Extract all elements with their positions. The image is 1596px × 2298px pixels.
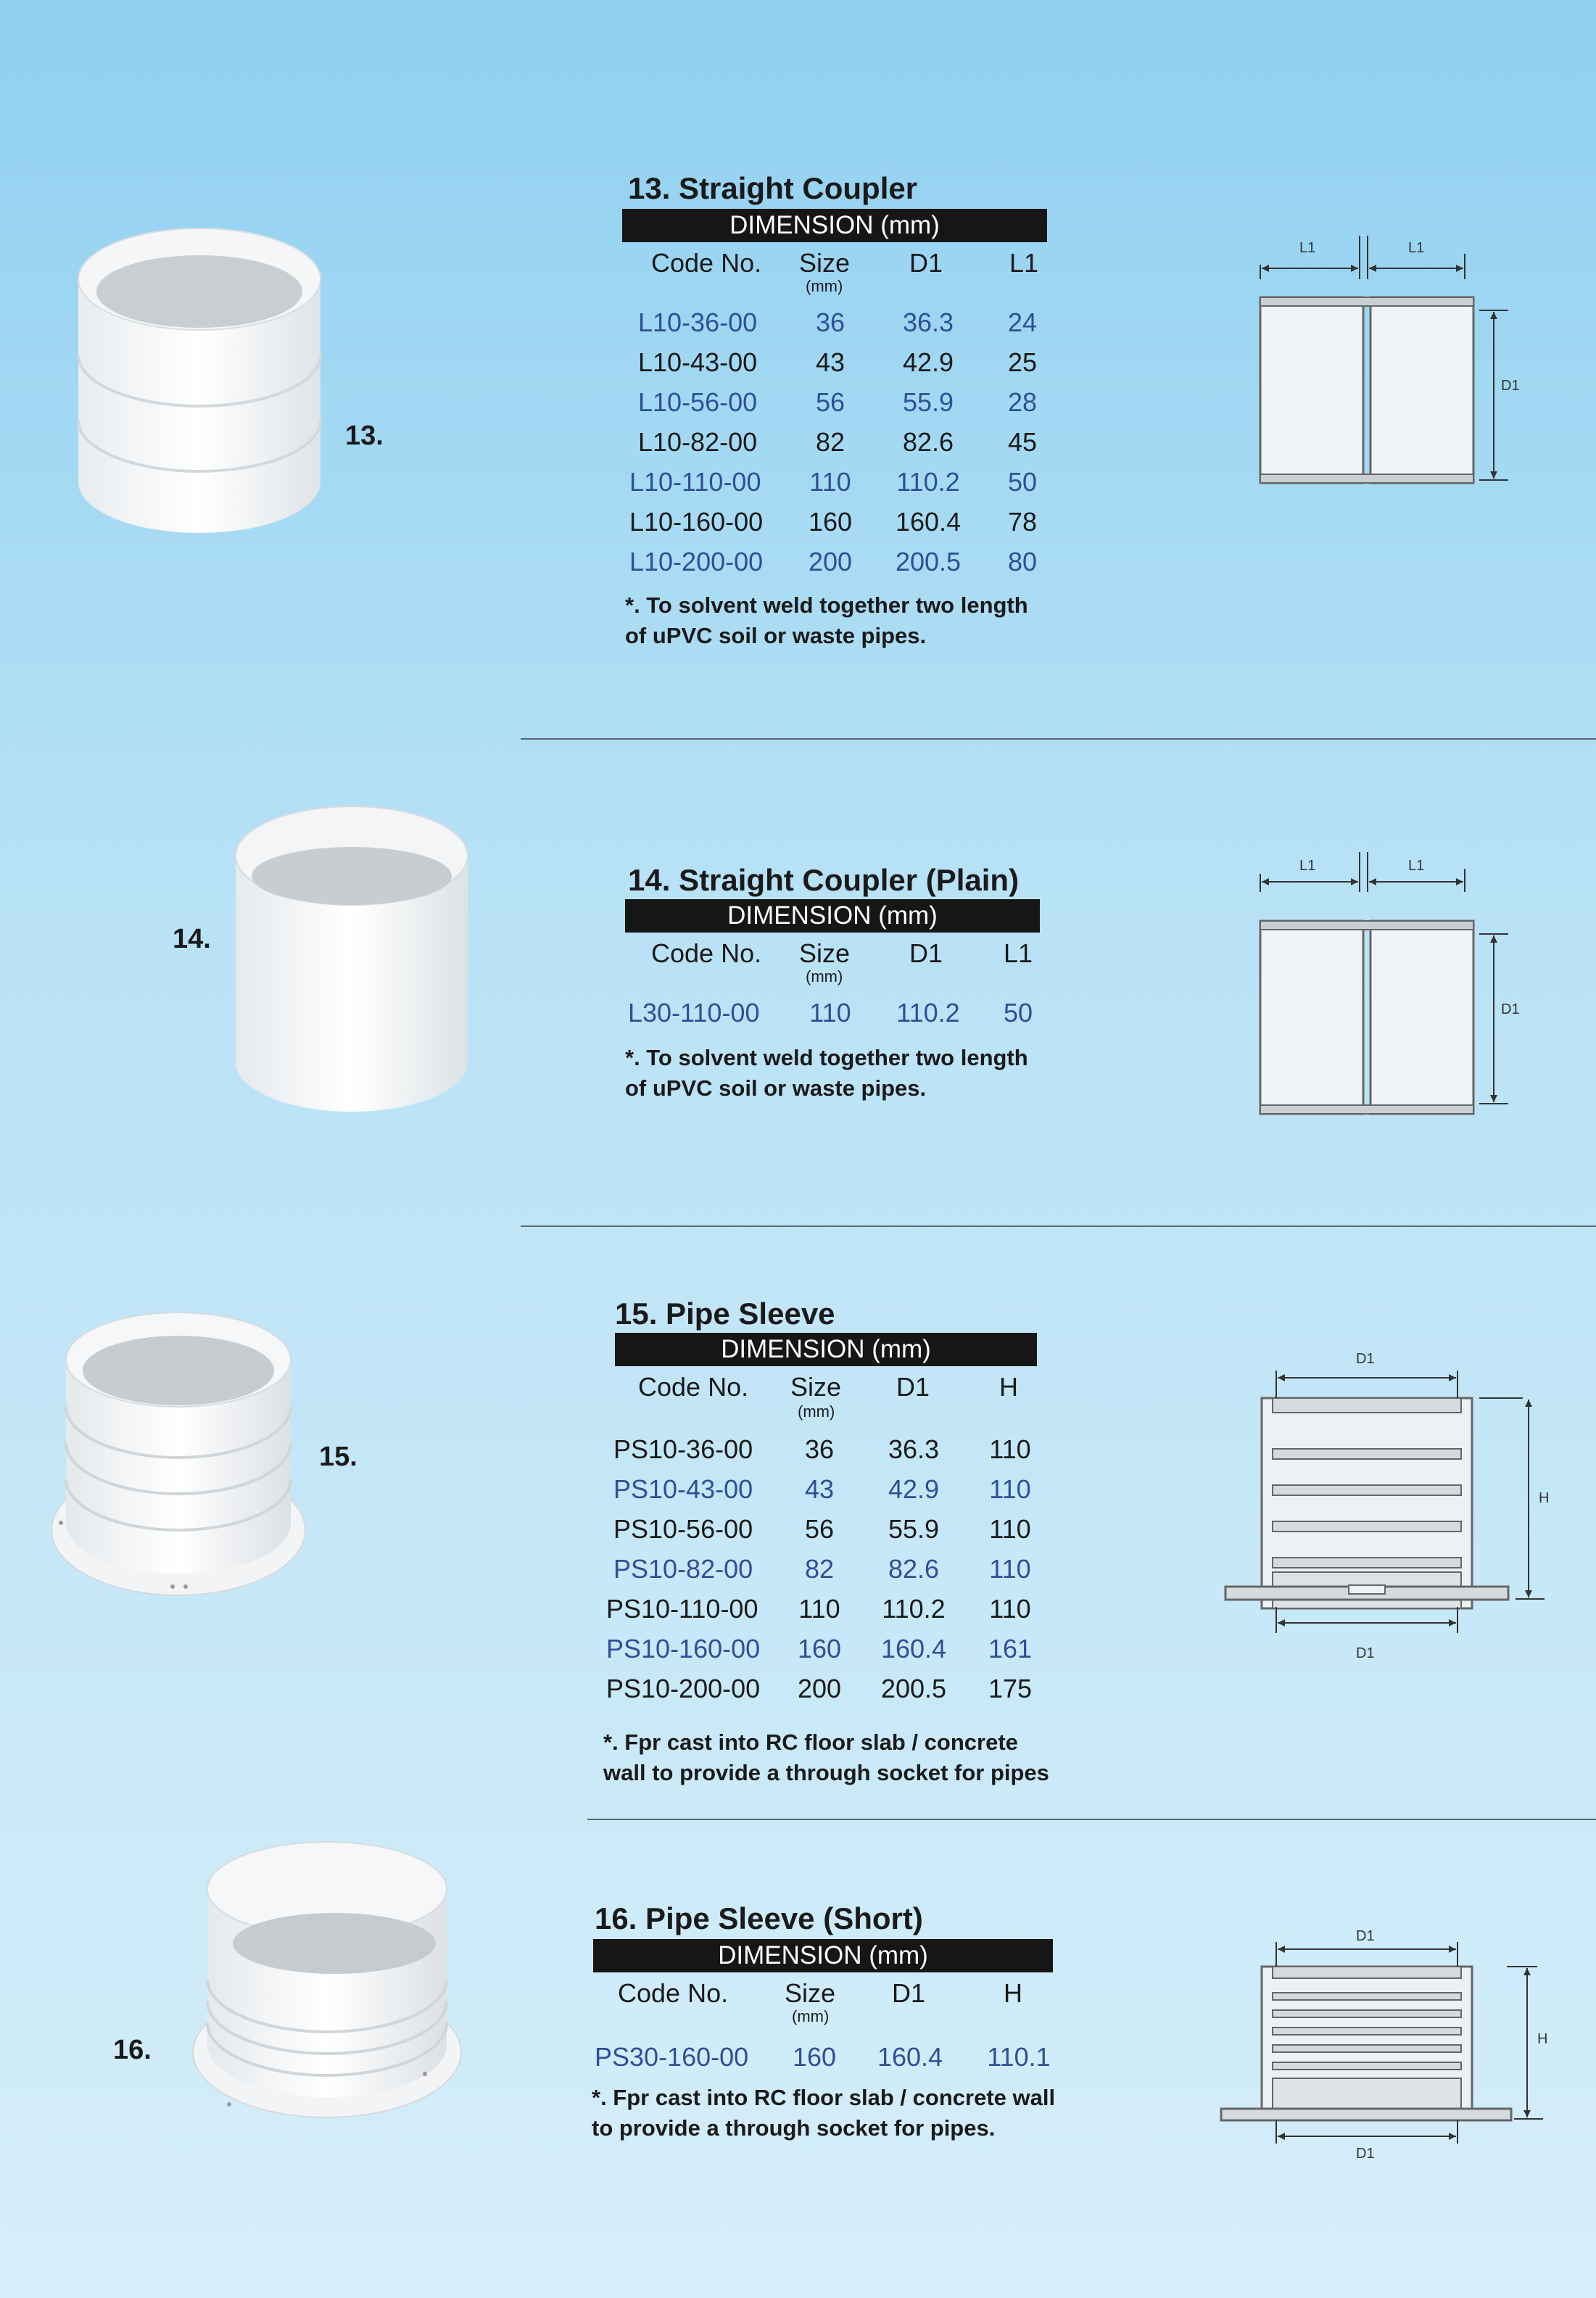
d1-label: D1 [1356, 1928, 1375, 1944]
item-number: 16. [113, 2035, 152, 2065]
pipe-sleeve-image [48, 1305, 309, 1610]
l1-cell: 25 [1007, 347, 1038, 377]
item-number: 14. [173, 924, 211, 954]
note-line: *. Fpr cast into RC floor slab / concrete wall [592, 2085, 1056, 2110]
dimension-bar: DIMENSION (mm) [593, 1939, 1053, 1972]
note-line: wall to provide a through socket for pipes [603, 1760, 1049, 1785]
pipe-sleeve-diagram [1218, 1342, 1552, 1675]
h-cell: 110 [989, 1434, 1031, 1464]
d1-cell: 42.9 [888, 1474, 940, 1504]
header-code: Code No. [651, 938, 762, 968]
size-cell: 160 [797, 1634, 842, 1663]
section-divider [587, 1819, 1596, 1820]
section-divider [521, 738, 1596, 740]
pipe-sleeve-short-image [186, 1835, 468, 2132]
header-size: Size [799, 248, 851, 278]
size-cell: 110 [798, 1594, 840, 1624]
header-d1: D1 [909, 938, 943, 968]
code-cell: L10-43-00 [638, 347, 758, 377]
size-cell: 200 [808, 547, 853, 576]
header-code: Code No. [651, 248, 762, 278]
h-cell: 161 [988, 1634, 1033, 1663]
d1-cell: 42.9 [902, 347, 954, 377]
size-cell: 43 [804, 1474, 835, 1504]
h-cell: 110 [989, 1594, 1031, 1624]
code-cell: L10-36-00 [638, 307, 758, 337]
size-unit: (mm) [798, 1402, 835, 1421]
d1-cell: 55.9 [888, 1514, 940, 1544]
section-title: 15. Pipe Sleeve [615, 1297, 835, 1331]
h-cell: 110 [989, 1474, 1031, 1504]
l1-label: L1 [1408, 858, 1425, 874]
straight-coupler-plain-image [232, 798, 471, 1113]
header-h: H [1004, 1978, 1022, 2008]
d1-label: D1 [1356, 1645, 1375, 1661]
note-line: of uPVC soil or waste pipes. [625, 623, 927, 648]
dimension-bar: DIMENSION (mm) [622, 209, 1047, 242]
code-cell: PS10-56-00 [613, 1514, 753, 1544]
d1-cell: 110.2 [882, 1594, 946, 1624]
d1-cell: 160.4 [880, 1634, 947, 1663]
l1-label: L1 [1299, 240, 1316, 256]
section-title: 16. Pipe Sleeve (Short) [595, 1901, 923, 1935]
l1-cell: 50 [1007, 467, 1038, 497]
d1-label: D1 [1356, 2146, 1375, 2162]
d1-cell: 82.6 [902, 427, 954, 457]
size-cell: 110 [809, 998, 851, 1028]
section-title: 13. Straight Coupler [628, 171, 918, 205]
size-cell: 56 [815, 387, 845, 417]
header-d1: D1 [892, 1978, 926, 2008]
code-cell: PS10-160-00 [606, 1634, 761, 1663]
l1-cell: 50 [1003, 998, 1033, 1028]
note-line: to provide a through socket for pipes. [592, 2115, 996, 2141]
d1-label: D1 [1501, 1001, 1520, 1017]
code-cell: PS30-160-00 [595, 2042, 749, 2072]
d1-label: D1 [1356, 1351, 1375, 1367]
header-h: H [999, 1372, 1018, 1402]
section-title: 14. Straight Coupler (Plain) [628, 863, 1020, 897]
h-cell: 175 [988, 1674, 1033, 1703]
code-cell: PS10-36-00 [613, 1434, 753, 1464]
size-cell: 82 [815, 427, 845, 457]
code-cell: L10-82-00 [638, 427, 758, 457]
pipe-sleeve-short-diagram [1218, 1914, 1552, 2161]
size-unit: (mm) [806, 277, 843, 295]
size-cell: 36 [804, 1434, 835, 1464]
d1-cell: 36.3 [902, 307, 954, 337]
h-cell: 110 [989, 1554, 1031, 1584]
l1-label: L1 [1408, 240, 1425, 256]
header-d1: D1 [896, 1372, 930, 1402]
l1-cell: 24 [1007, 307, 1038, 337]
straight-coupler-plain-diagram [1247, 848, 1537, 1124]
code-cell: L10-110-00 [629, 467, 761, 497]
code-cell: PS10-200-00 [606, 1674, 761, 1703]
l1-cell: 45 [1007, 427, 1038, 457]
straight-coupler-diagram [1247, 225, 1537, 500]
header-size: Size [799, 938, 851, 968]
code-cell: L10-160-00 [629, 507, 764, 537]
h-cell: 110.1 [987, 2042, 1051, 2072]
d1-cell: 110.2 [896, 467, 960, 497]
code-cell: PS10-82-00 [613, 1554, 753, 1584]
item-number: 15. [319, 1442, 357, 1472]
d1-cell: 55.9 [902, 387, 954, 417]
size-cell: 43 [815, 347, 845, 377]
l1-cell: 28 [1007, 387, 1038, 417]
h-label: H [1539, 1490, 1550, 1506]
code-cell: L10-56-00 [638, 387, 758, 417]
size-cell: 82 [804, 1554, 835, 1584]
l1-label: L1 [1299, 858, 1316, 874]
size-cell: 56 [804, 1514, 835, 1544]
d1-cell: 200.5 [895, 547, 962, 576]
note-line: *. To solvent weld together two length [625, 1045, 1028, 1070]
dimension-bar: DIMENSION (mm) [625, 899, 1040, 933]
header-code: Code No. [638, 1372, 749, 1402]
l1-cell: 80 [1007, 547, 1038, 576]
header-l1: L1 [1004, 938, 1033, 968]
h-cell: 110 [989, 1514, 1031, 1544]
header-code: Code No. [618, 1978, 729, 2008]
note-line: of uPVC soil or waste pipes. [625, 1075, 927, 1101]
header-size: Size [785, 1978, 836, 2008]
d1-cell: 36.3 [888, 1434, 940, 1464]
d1-cell: 160.4 [877, 2042, 943, 2072]
header-l1: L1 [1009, 248, 1039, 278]
size-cell: 110 [809, 467, 851, 497]
h-label: H [1537, 2031, 1548, 2047]
straight-coupler-image [73, 225, 326, 537]
size-cell: 160 [808, 507, 853, 537]
size-unit: (mm) [792, 2007, 830, 2025]
d1-label: D1 [1501, 378, 1520, 394]
l1-cell: 78 [1007, 507, 1038, 537]
size-cell: 160 [792, 2042, 837, 2072]
dimension-bar: DIMENSION (mm) [615, 1333, 1037, 1366]
note-line: *. To solvent weld together two length [625, 592, 1028, 618]
d1-cell: 200.5 [880, 1674, 947, 1703]
code-cell: L10-200-00 [629, 547, 764, 576]
d1-cell: 110.2 [896, 998, 960, 1028]
note-line: *. Fpr cast into RC floor slab / concrete [603, 1729, 1018, 1755]
header-size: Size [790, 1372, 842, 1402]
code-cell: L30-110-00 [628, 998, 760, 1028]
code-cell: PS10-43-00 [613, 1474, 753, 1504]
d1-cell: 160.4 [895, 507, 962, 537]
section-divider [521, 1226, 1596, 1227]
header-d1: D1 [909, 248, 943, 278]
size-cell: 36 [815, 307, 845, 337]
item-number: 13. [345, 421, 384, 451]
code-cell: PS10-110-00 [606, 1594, 758, 1624]
size-cell: 200 [797, 1674, 842, 1703]
d1-cell: 82.6 [888, 1554, 940, 1584]
size-unit: (mm) [806, 967, 843, 985]
